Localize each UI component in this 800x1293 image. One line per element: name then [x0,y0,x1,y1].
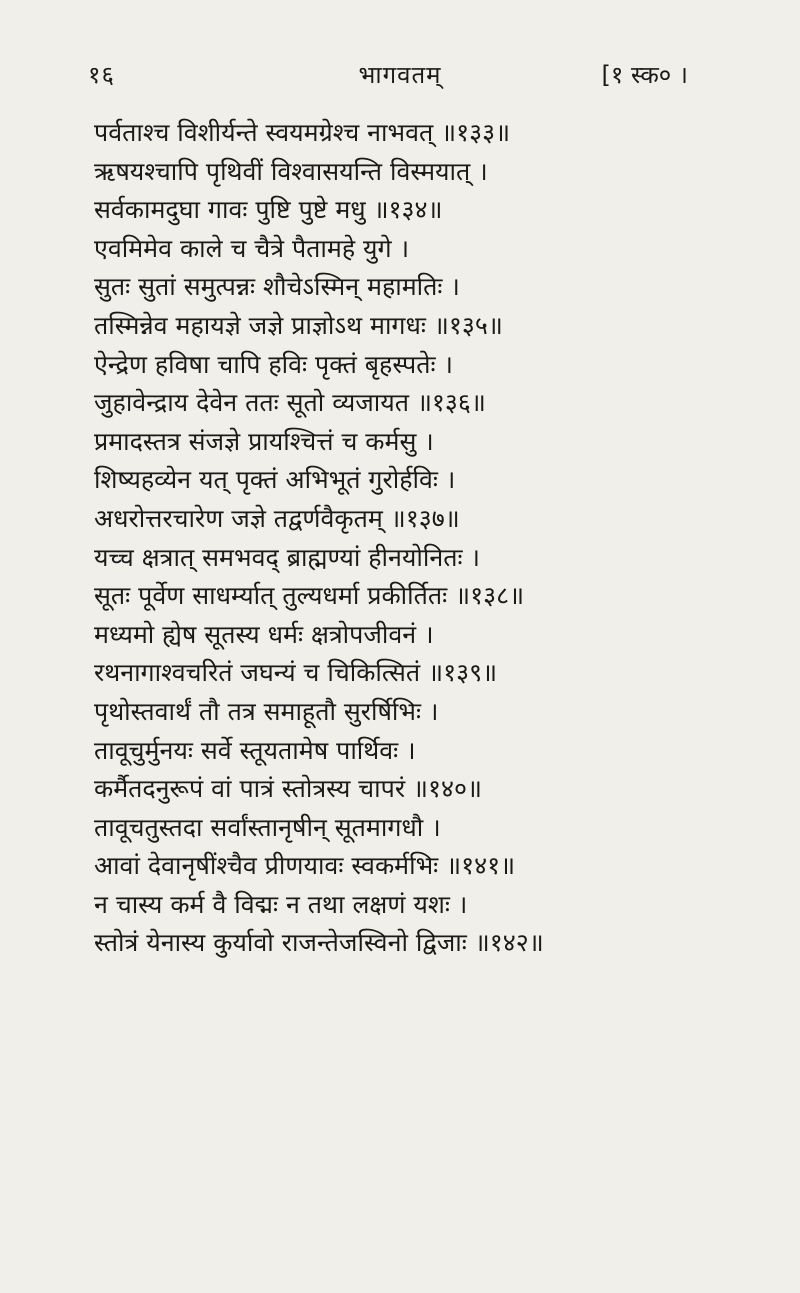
verse-line: तावूचतुस्तदा सर्वांस्तानृषीन् सूतमागधौ । [94,812,441,842]
verse-line: सूतः पूर्वेण साधर्म्यात् तुल्यधर्मा प्रकीर्तितः ॥१३८॥ [94,581,525,611]
verse-line: रथनागाश्वचरितं जघन्यं च चिकित्सितं ॥१३९॥ [94,658,498,688]
verse-line: आवां देवानृषींश्चैव प्रीणयावः स्वकर्मभिः ॥१४१॥ [94,851,516,881]
verse-line: शिष्यहव्येन यत् पृक्तं अभिभूतं गुरोर्हविः । [94,465,456,495]
verse-line: पृथोस्तवार्थं तौ तत्र समाहूतौ सुरर्षिभिः । [94,696,439,726]
verse-line: न चास्य कर्म वै विद्मः न तथा लक्षणं यशः । [94,889,468,919]
verse-line: स्तोत्रं येनास्य कुर्यावो राजन्तेजस्विनो द्विजाः ॥१४२॥ [94,928,544,958]
verse-line: कर्मैतदनुरूपं वां पात्रं स्तोत्रस्य चापरं ॥१४०॥ [94,774,482,804]
verse-line: सुतः सुतां समुत्पन्नः शौचेऽस्मिन् महामतिः । [94,272,460,302]
verse-line: एवमिमेव काले च चैत्रे पैतामहे युगे । [94,233,410,263]
verse-line: मध्यमो ह्येष सूतस्य धर्मः क्षत्रोपजीवनं । [94,619,434,649]
verse-line: तावूचुर्मुनयः सर्वे स्तूयतामेष पार्थिवः । [94,735,416,765]
page-header [0,58,800,98]
verse-line: अधरोत्तरचारेण जज्ञे तद्वर्णवैकृतम् ॥१३७॥ [94,503,460,533]
page-number: १६ [88,61,115,89]
verse-line: पर्वताश्च विशीर्यन्ते स्वयमग्रेश्च नाभवत् ॥१३३॥ [94,118,511,147]
verse-line: यच्च क्षत्रात् समभवद् ब्राह्मण्यां हीनयोनितः । [94,542,480,572]
verse-line: ऋषयश्चापि पृथिवीं विश्वासयन्ति विस्मयात् । [94,156,488,186]
verse-line: तस्मिन्नेव महायज्ञे जज्ञे प्राज्ञोऽथ मागधः ॥१३५॥ [94,310,503,340]
verse-line: जुहावेन्द्राय देवेन ततः सूतो व्यजायत ॥१३६॥ [94,388,486,418]
verse-line: ऐन्द्रेण हविषा चापि हविः पृक्तं बृहस्पतेः । [94,349,453,379]
verse-line: सर्वकामदुघा गावः पुष्टि पुष्टे मधु ॥१३४॥ [94,195,443,225]
verse-line: प्रमादस्तत्र संजज्ञे प्रायश्चित्तं च कर्मसु । [94,426,434,456]
running-title: भागवतम् [358,61,442,89]
section-reference: [१ स्क० । [601,61,688,89]
verse-text-block [94,114,734,1264]
